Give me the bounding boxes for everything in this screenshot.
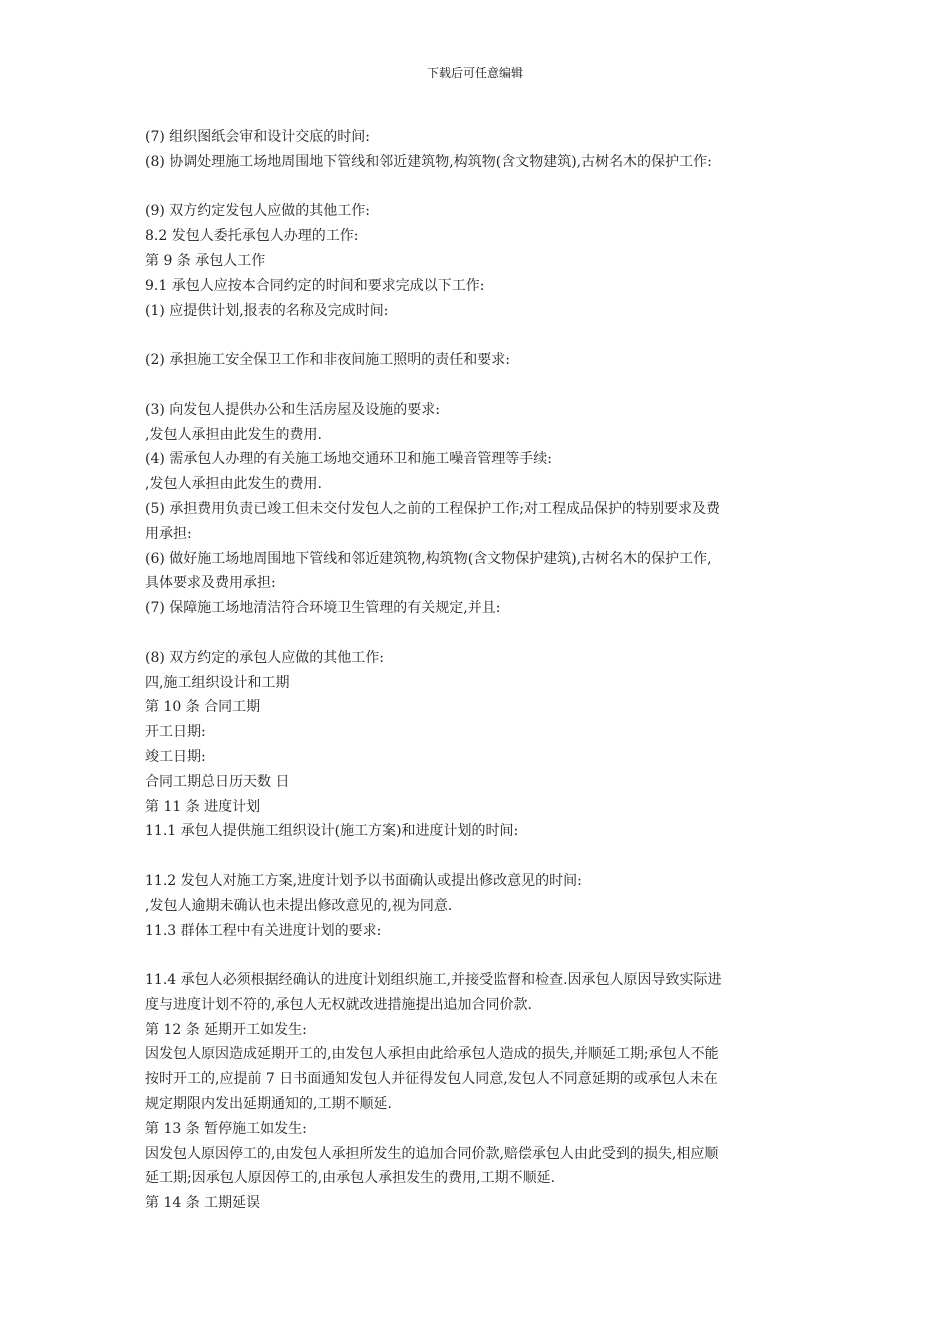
text-line: 因发包人原因停工的,由发包人承担所发生的追加合同价款,赔偿承包人由此受到的损失,相应顺 — [145, 1145, 719, 1162]
text-line: (9) 双方约定发包人应做的其他工作: — [145, 203, 370, 220]
text-line: (7) 组织图纸会审和设计交底的时间: — [145, 129, 370, 145]
text-line: ,发包人承担由此发生的费用. — [145, 476, 322, 493]
text-line: ,发包人承担由此发生的费用. — [145, 426, 322, 443]
text-line: (1) 应提供计划,报表的名称及完成时间: — [145, 302, 389, 319]
blank-line — [145, 621, 810, 646]
text-line: (6) 做好施工场地周围地下管线和邻近建筑物,构筑物(含文物保护建筑),古树名木的保护工作, — [145, 550, 712, 567]
text-line: 具体要求及费用承担: — [145, 575, 276, 592]
blank-line — [145, 943, 810, 968]
chapter-heading: 四,施工组织设计和工期 — [145, 674, 290, 691]
text-line: 8.2 发包人委托承包人办理的工作: — [145, 228, 359, 245]
text-line: 竣工日期: — [145, 748, 206, 765]
text-line: (8) 协调处理施工场地周围地下管线和邻近建筑物,构筑物(含文物建筑),古树名木的保护工作: — [145, 153, 712, 170]
text-line: 9.1 承包人应按本合同约定的时间和要求完成以下工作: — [145, 277, 485, 294]
text-line: 用承担: — [145, 525, 192, 542]
text-line: (5) 承担费用负责已竣工但未交付发包人之前的工程保护工作;对工程成品保护的特别要求及费 — [145, 500, 720, 517]
blank-line — [145, 844, 810, 869]
section-heading: 第 14 条 工期延误 — [145, 1195, 261, 1212]
text-line: 11.1 承包人提供施工组织设计(施工方案)和进度计划的时间: — [145, 823, 519, 840]
text-line: (2) 承担施工安全保卫工作和非夜间施工照明的责任和要求: — [145, 352, 510, 369]
section-heading: 第 13 条 暂停施工如发生: — [145, 1120, 307, 1137]
section-heading: 第 11 条 进度计划 — [145, 798, 261, 815]
page-header: 下载后可任意编辑 — [426, 66, 523, 80]
section-heading: 第 10 条 合同工期 — [145, 699, 261, 716]
blank-line — [145, 373, 810, 398]
text-line: 按时开工的,应提前 7 日书面通知发包人并征得发包人同意,发包人不同意延期的或承包人未在 — [145, 1071, 718, 1088]
text-line: 11.2 发包人对施工方案,进度计划予以书面确认或提出修改意见的时间: — [145, 872, 582, 889]
text-line: 11.4 承包人必须根据经确认的进度计划组织施工,并接受监督和检查.因承包人原因导致实际进 — [145, 972, 722, 989]
text-line: 开工日期: — [145, 724, 206, 741]
text-line: 延工期;因承包人原因停工的,由承包人承担发生的费用,工期不顺延. — [145, 1170, 556, 1187]
section-heading: 第 9 条 承包人工作 — [145, 252, 266, 269]
blank-line — [145, 175, 810, 200]
text-line: (7) 保障施工场地清洁符合环境卫生管理的有关规定,并且: — [145, 600, 501, 617]
document-body — [145, 125, 810, 1216]
text-line: (4) 需承包人办理的有关施工场地交通环卫和施工噪音管理等手续: — [145, 451, 552, 468]
text-line: 因发包人原因造成延期开工的,由发包人承担由此给承包人造成的损失,并顺延工期;承包人不能 — [145, 1046, 719, 1063]
text-line: (3) 向发包人提供办公和生活房屋及设施的要求: — [145, 401, 440, 418]
blank-line — [145, 323, 810, 348]
text-line: 合同工期总日历天数 日 — [145, 773, 290, 790]
text-line: 度与进度计划不符的,承包人无权就改进措施提出追加合同价款. — [145, 996, 532, 1013]
text-line: (8) 双方约定的承包人应做的其他工作: — [145, 649, 384, 666]
text-line: ,发包人逾期未确认也未提出修改意见的,视为同意. — [145, 897, 453, 914]
section-heading: 第 12 条 延期开工如发生: — [145, 1021, 307, 1038]
text-line: 规定期限内发出延期通知的,工期不顺延. — [145, 1096, 392, 1113]
text-line: 11.3 群体工程中有关进度计划的要求: — [145, 922, 382, 939]
